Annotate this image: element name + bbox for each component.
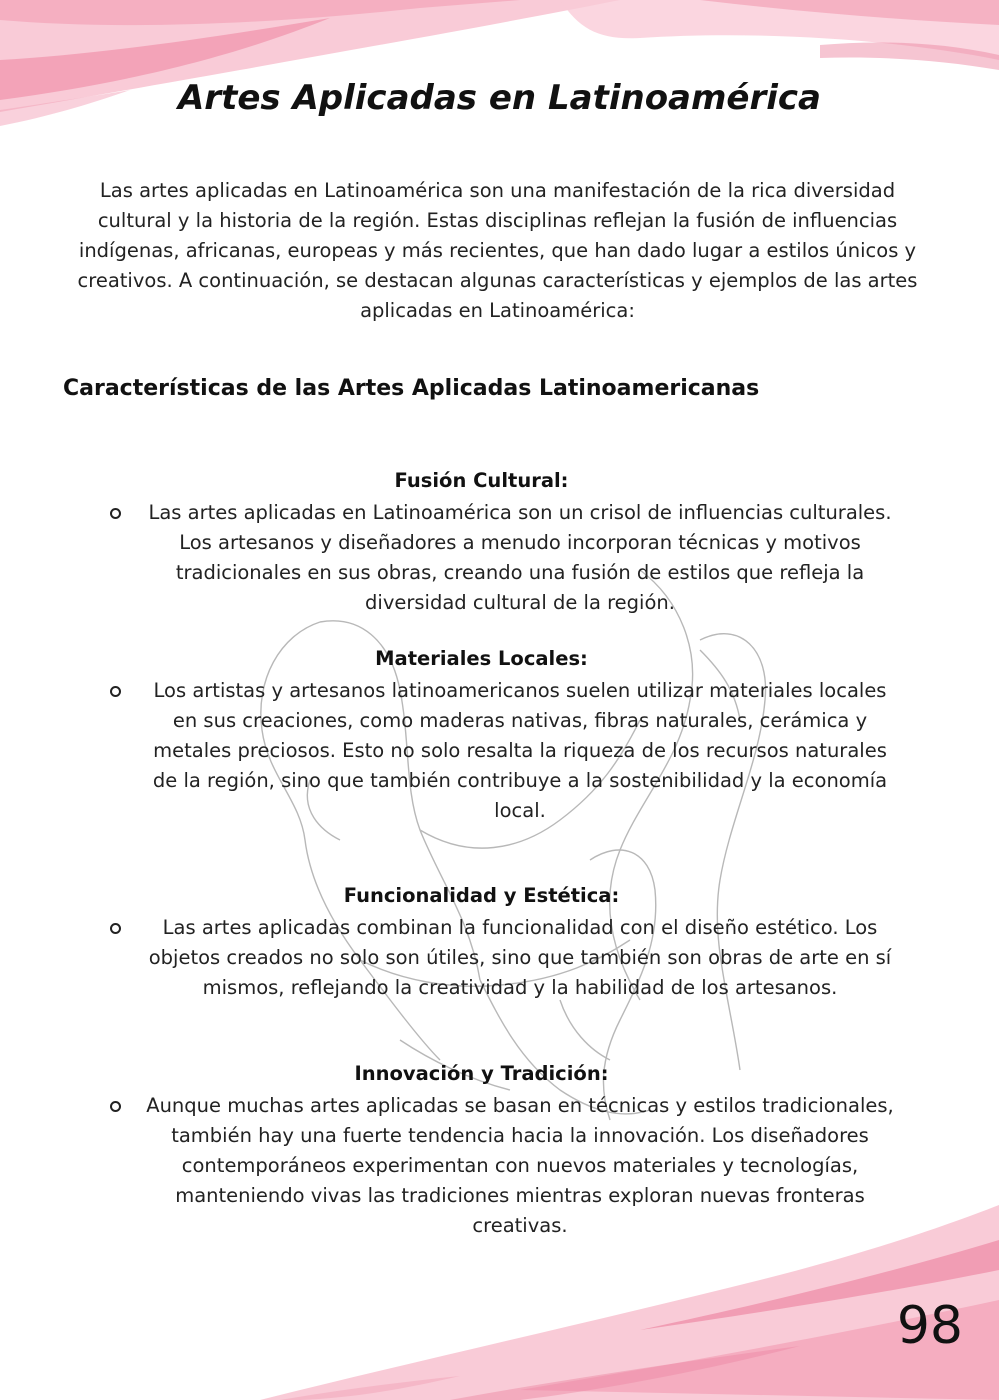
- bullet-icon: [110, 1101, 121, 1112]
- page-number: 98: [896, 1296, 963, 1356]
- bullet-icon: [110, 923, 121, 934]
- page-title: Artes Aplicadas en Latinoamérica: [177, 78, 821, 118]
- item-title: Innovación y Tradición:: [354, 1062, 609, 1085]
- item-title: Materiales Locales:: [375, 647, 588, 670]
- section-heading: Características de las Artes Aplicadas Latinoamericanas: [63, 376, 760, 401]
- item-body: Los artistas y artesanos latinoamericanos suelen utilizar materiales locales en sus creaciones, como maderas nativas, fibras naturales, cerámica y metales preciosos. Esto no solo resalta la riqueza de los recursos naturales de la región, sino que también contribuye a la sostenibilidad y la economía local.: [152, 679, 888, 822]
- bullet-icon: [110, 686, 121, 697]
- bullet-icon: [110, 508, 121, 519]
- item-body: Las artes aplicadas en Latinoamérica son un crisol de influencias culturales. Los artesanos y diseñadores a menudo incorporan técnicas y motivos tradicionales en sus obras, creando una fusión de estilos que refleja la diversidad cultural de la región.: [148, 501, 892, 614]
- item-title: Fusión Cultural:: [394, 469, 569, 492]
- intro-paragraph: Las artes aplicadas en Latinoamérica son una manifestación de la rica diversidad cultural y la historia de la región. Estas disciplinas reflejan la fusión de influencias indígenas, africanas, europeas y más recientes, que han dado lugar a estilos únicos y creativos. A continuación, se destacan algunas características y ejemplos de las artes aplicadas en Latinoamérica:: [77, 179, 918, 322]
- item-title: Funcionalidad y Estética:: [343, 884, 620, 907]
- item-body: Aunque muchas artes aplicadas se basan en técnicas y estilos tradicionales, también hay una fuerte tendencia hacia la innovación. Los diseñadores contemporáneos experimentan con nuevos materiales y tecnologías, manteniendo vivas las tradiciones mientras exploran nuevas fronteras creativas.: [146, 1094, 894, 1237]
- item-body: Las artes aplicadas combinan la funcionalidad con el diseño estético. Los objetos creados no solo son útiles, sino que también son obras de arte en sí mismos, reflejando la creatividad y la habilidad de los artesanos.: [148, 916, 892, 999]
